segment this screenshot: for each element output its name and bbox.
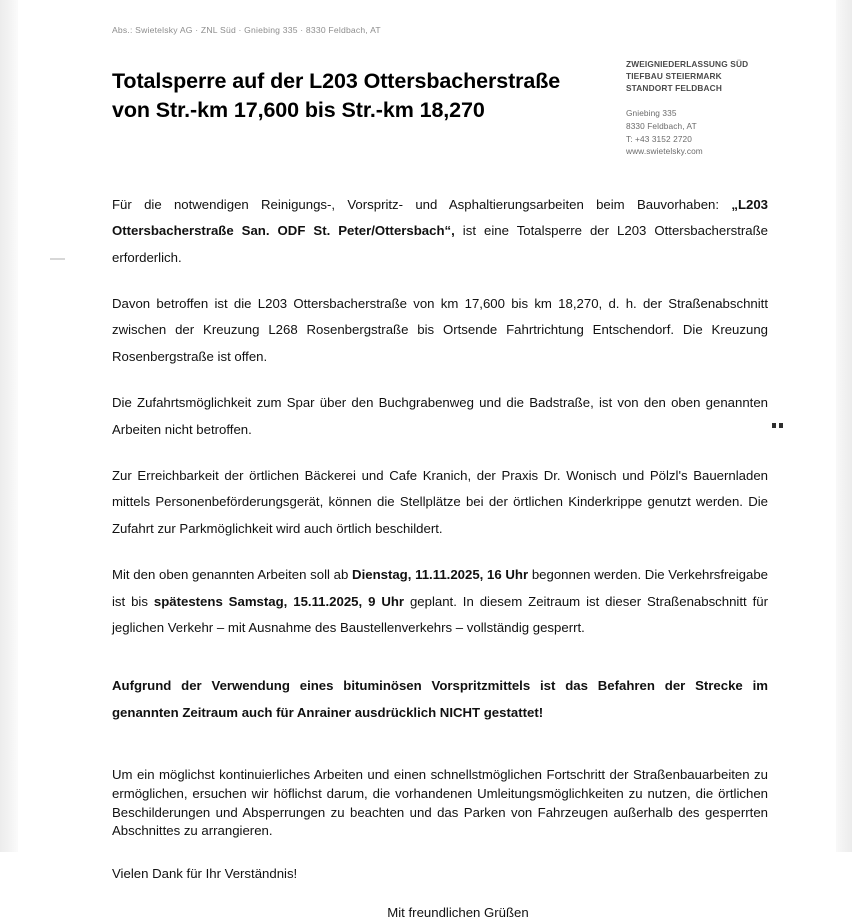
paragraph-5-text-3: geplant. In diesem Zeitraum ist dieser Straßenabschnitt für jeglichen Verkehr – mit Ausnahme des Baustellenverkehrs – vollständig gesperrt. xyxy=(112,593,768,636)
company-contact-details xyxy=(626,107,768,157)
letter-sheet xyxy=(112,0,768,923)
paragraph-project-intro xyxy=(112,192,768,271)
company-website: www.swietelsky.com xyxy=(626,146,703,157)
paragraph-5-text-1: Mit den oben genannten Arbeiten soll ab xyxy=(112,567,353,583)
company-branch-line-2: TIEFBAU STEIERMARK xyxy=(626,70,722,81)
letter-header xyxy=(112,53,768,158)
document-page xyxy=(18,0,836,921)
company-branch-line-1: ZWEIGNIEDERLASSUNG SÜD xyxy=(626,59,749,69)
page-title xyxy=(112,67,560,124)
company-branch-name xyxy=(626,59,768,94)
paragraph-local-business-access: Zur Erreichbarkeit der örtlichen Bäckerei und Cafe Kranich, der Praxis Dr. Wonisch und Pölzl's Bauernladen mittels Personenbeförderungsgerät, können die Stellplätze bei der örtlichen Kinderkrippe genutzt werden. Die Zufahrt zur Parkmöglichkeit wird auch örtlich beschildert. xyxy=(112,468,768,536)
paragraph-affected-section: Davon betroffen ist die L203 Ottersbacherstraße von km 17,600 bis km 18,270, d. h. der Straßenabschnitt zwischen der Kreuzung L268 Rosenbergstraße bis Ortsende Fahrtrichtung Entschendorf. Die Kreuzung Rosenbergstraße ist offen. xyxy=(112,296,768,364)
paragraph-warning-notice: Aufgrund der Verwendung eines bituminösen Vorspritzmittels ist das Befahren der Strecke im genannten Zeitraum auch für Anrainer ausdrücklich NICHT gestattet! xyxy=(112,678,768,720)
paragraph-schedule xyxy=(112,562,768,641)
closure-end-datetime: spätestens Samstag, 15.11.2025, 9 Uhr xyxy=(153,593,405,609)
paragraph-1-project-name: „L203 Ottersbacherstraße San. ODF St. Peter/Ottersbach“, xyxy=(112,196,768,239)
viewer-left-gutter xyxy=(0,0,18,852)
paragraph-request-cooperation: Um ein möglichst kontinuierliches Arbeiten und einen schnellstmöglichen Fortschritt der Straßenbauarbeiten zu ermöglichen, ersuchen wir höflichst darum, die vorhandenen Umleitungsmöglichkeiten zu nutzen, die örtlichen Beschilderungen und Absperrungen zu beachten und das Parken von Fahrzeugen außerhalb des gesperrten Abschnittes zu arrangieren. xyxy=(112,767,768,839)
paragraph-5-text-2: begonnen werden. Die Verkehrsfreigabe ist bis xyxy=(112,567,769,609)
scan-speckle-a xyxy=(772,423,776,428)
company-city: 8330 Feldbach, AT xyxy=(626,120,697,131)
page-title-line-2: von Str.-km 17,600 bis Str.-km 18,270 xyxy=(112,97,485,122)
closure-start-datetime: Dienstag, 11.11.2025, 16 Uhr xyxy=(352,567,529,583)
paragraph-1-text-after: ist eine Totalsperre der L203 Ottersbacherstraße erforderlich. xyxy=(112,223,768,265)
letter-body xyxy=(112,192,768,923)
scan-artifact-dash xyxy=(50,258,65,260)
company-info-block xyxy=(626,53,768,158)
page-title-line-1: Totalsperre auf der L203 Ottersbacherstraße xyxy=(112,69,561,94)
paragraph-closing-salutation: Mit freundlichen Grüßen xyxy=(387,905,529,921)
scan-speckle-b xyxy=(779,423,783,428)
company-branch-line-3: STANDORT FELDBACH xyxy=(626,82,722,93)
paragraph-thanks: Vielen Dank für Ihr Verständnis! xyxy=(112,866,298,882)
paragraph-1-text-before: Für die notwendigen Reinigungs-, Vorspritz- und Asphaltierungsarbeiten beim Bauvorhaben: xyxy=(112,196,732,212)
company-street: Gniebing 335 xyxy=(626,108,677,119)
sender-address-line: Abs.: Swietelsky AG · ZNL Süd · Gniebing 335 · 8330 Feldbach, AT xyxy=(112,25,381,35)
paragraph-spar-access: Die Zufahrtsmöglichkeit zum Spar über den Buchgrabenweg und die Badstraße, ist von den oben genannten Arbeiten nicht betroffen. xyxy=(112,395,768,437)
viewer-right-gutter xyxy=(834,0,852,852)
company-phone: T: +43 3152 2720 xyxy=(626,133,692,144)
